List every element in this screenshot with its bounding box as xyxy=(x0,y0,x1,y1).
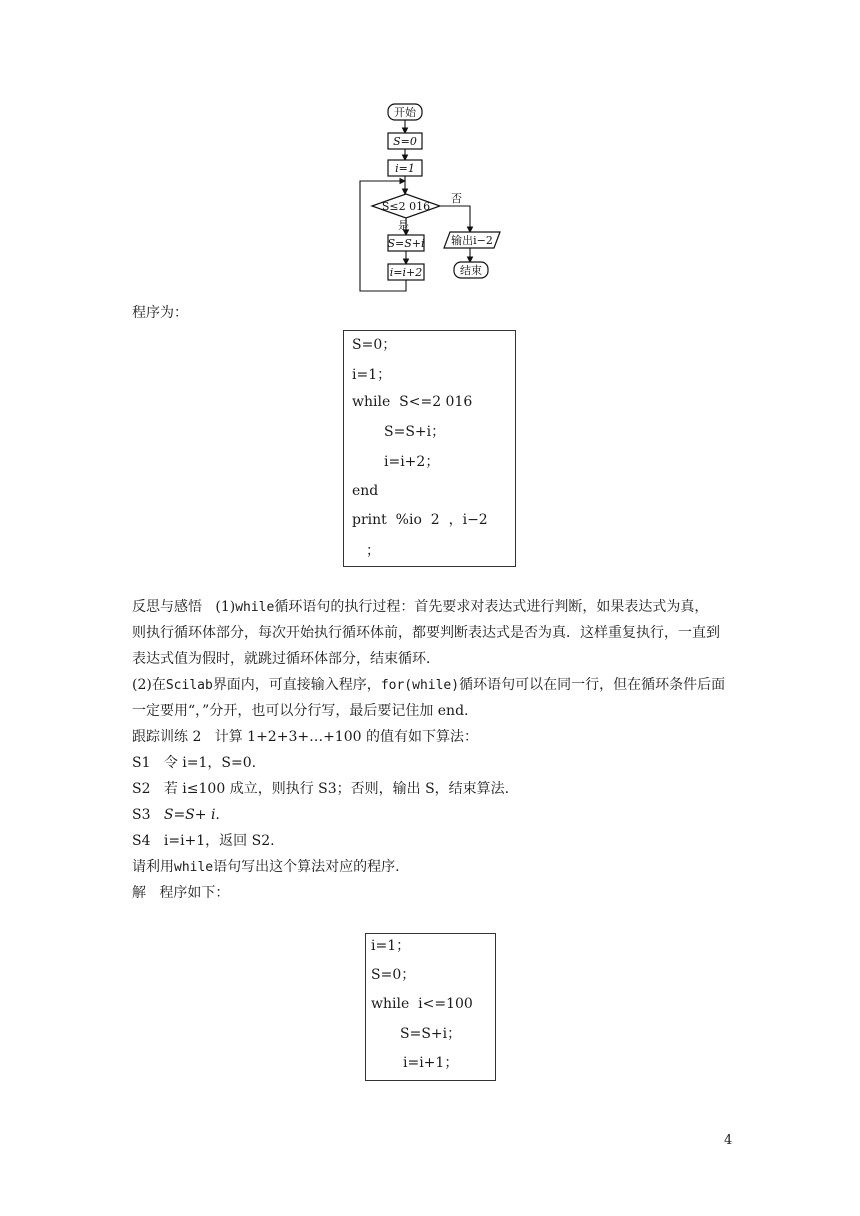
keyword: while xyxy=(174,860,214,875)
reflection-title: 反思与感悟 xyxy=(132,599,202,615)
prompt-text: 语句写出这个算法对应的程序. xyxy=(213,859,400,875)
exercise-prompt xyxy=(132,857,400,878)
reflection-text: 循环语句可以在同一行，但在循环条件后面 xyxy=(459,677,726,693)
program-intro: 程序为： xyxy=(132,305,188,321)
condition-label: S≤2 016 xyxy=(381,200,431,213)
code-line: i=i+1； xyxy=(403,1055,459,1071)
step-label: S3 xyxy=(132,807,151,823)
reflection-line-4 xyxy=(132,675,725,696)
step-text: S=S+ i. xyxy=(163,807,220,823)
keyword: while xyxy=(235,600,275,615)
keyword: for(while) xyxy=(380,678,460,693)
reflection-line-3: 表达式值为假时，就跳过循环体部分，结束循环． xyxy=(132,651,440,667)
program-box-1 xyxy=(343,330,516,567)
no-label: 否 xyxy=(451,192,462,205)
start-label: 开始 xyxy=(394,106,416,119)
program-box-2 xyxy=(365,933,496,1081)
code-line: i=i+2； xyxy=(384,454,440,470)
exercise-text: 计算 1+2+3+…+100 的值有如下算法： xyxy=(214,729,478,745)
code-line: S=0； xyxy=(371,967,416,983)
code-line: i=1； xyxy=(352,367,392,383)
reflection-line-1 xyxy=(132,597,708,618)
step-text: 令 i=1，S=0. xyxy=(163,755,257,771)
i-init-label: i=1 xyxy=(395,162,415,175)
code-line: S=S+i； xyxy=(400,1026,462,1042)
reflection-line-2: 则执行循环体部分，每次开始执行循环体前，都要判断表达式是否为真．这样重复执行，一直到 xyxy=(132,625,720,641)
step-label: S4 xyxy=(132,833,151,849)
increment-label: i=i+2 xyxy=(389,266,423,279)
answer-line xyxy=(132,883,229,903)
step-label: S1 xyxy=(132,755,151,771)
step-s3 xyxy=(132,805,220,825)
step-text: 若 i≤100 成立，则执行 S3；否则，输出 S，结束算法. xyxy=(163,781,510,797)
code-line: while S<=2 016 xyxy=(352,394,473,410)
output-label: 输出i−2 xyxy=(451,234,493,247)
answer-text: 程序如下： xyxy=(159,885,230,901)
reflection-line-5: 一定要用“，”分开，也可以分行写，最后要记住加 end. xyxy=(132,703,469,719)
step-s4 xyxy=(132,831,275,851)
exercise-title-line xyxy=(132,727,478,747)
code-line: S=0； xyxy=(352,337,397,353)
step-label: S2 xyxy=(132,781,151,797)
reflection-text: (1) xyxy=(215,599,236,615)
code-line: print %io 2 ，i−2 xyxy=(352,512,488,528)
keyword: Scilab xyxy=(165,678,213,693)
reflection-text: 界面内，可直接输入程序， xyxy=(212,677,381,693)
code-line: end xyxy=(352,483,379,499)
page-number: 4 xyxy=(724,1133,733,1148)
flowchart xyxy=(340,98,520,298)
prompt-text: 请利用 xyxy=(132,859,174,875)
step-s2 xyxy=(132,779,509,799)
code-line: ； xyxy=(366,543,380,559)
reflection-text: (2)在 xyxy=(132,677,166,693)
answer-label: 解 xyxy=(132,885,146,901)
code-line: i=1； xyxy=(371,938,411,954)
accumulate-label: S=S+i xyxy=(387,237,425,250)
yes-label: 是 xyxy=(398,219,409,232)
step-text: i=i+1，返回 S2. xyxy=(163,833,275,849)
end-label: 结束 xyxy=(460,264,482,277)
code-line: S=S+i； xyxy=(384,424,446,440)
code-line: while i<=100 xyxy=(371,996,473,1012)
s-init-label: S=0 xyxy=(393,135,417,148)
reflection-text: 循环语句的执行过程：首先要求对表达式进行判断，如果表达式为真， xyxy=(274,599,709,615)
step-s1 xyxy=(132,753,256,773)
exercise-title: 跟踪训练 2 xyxy=(132,729,202,745)
